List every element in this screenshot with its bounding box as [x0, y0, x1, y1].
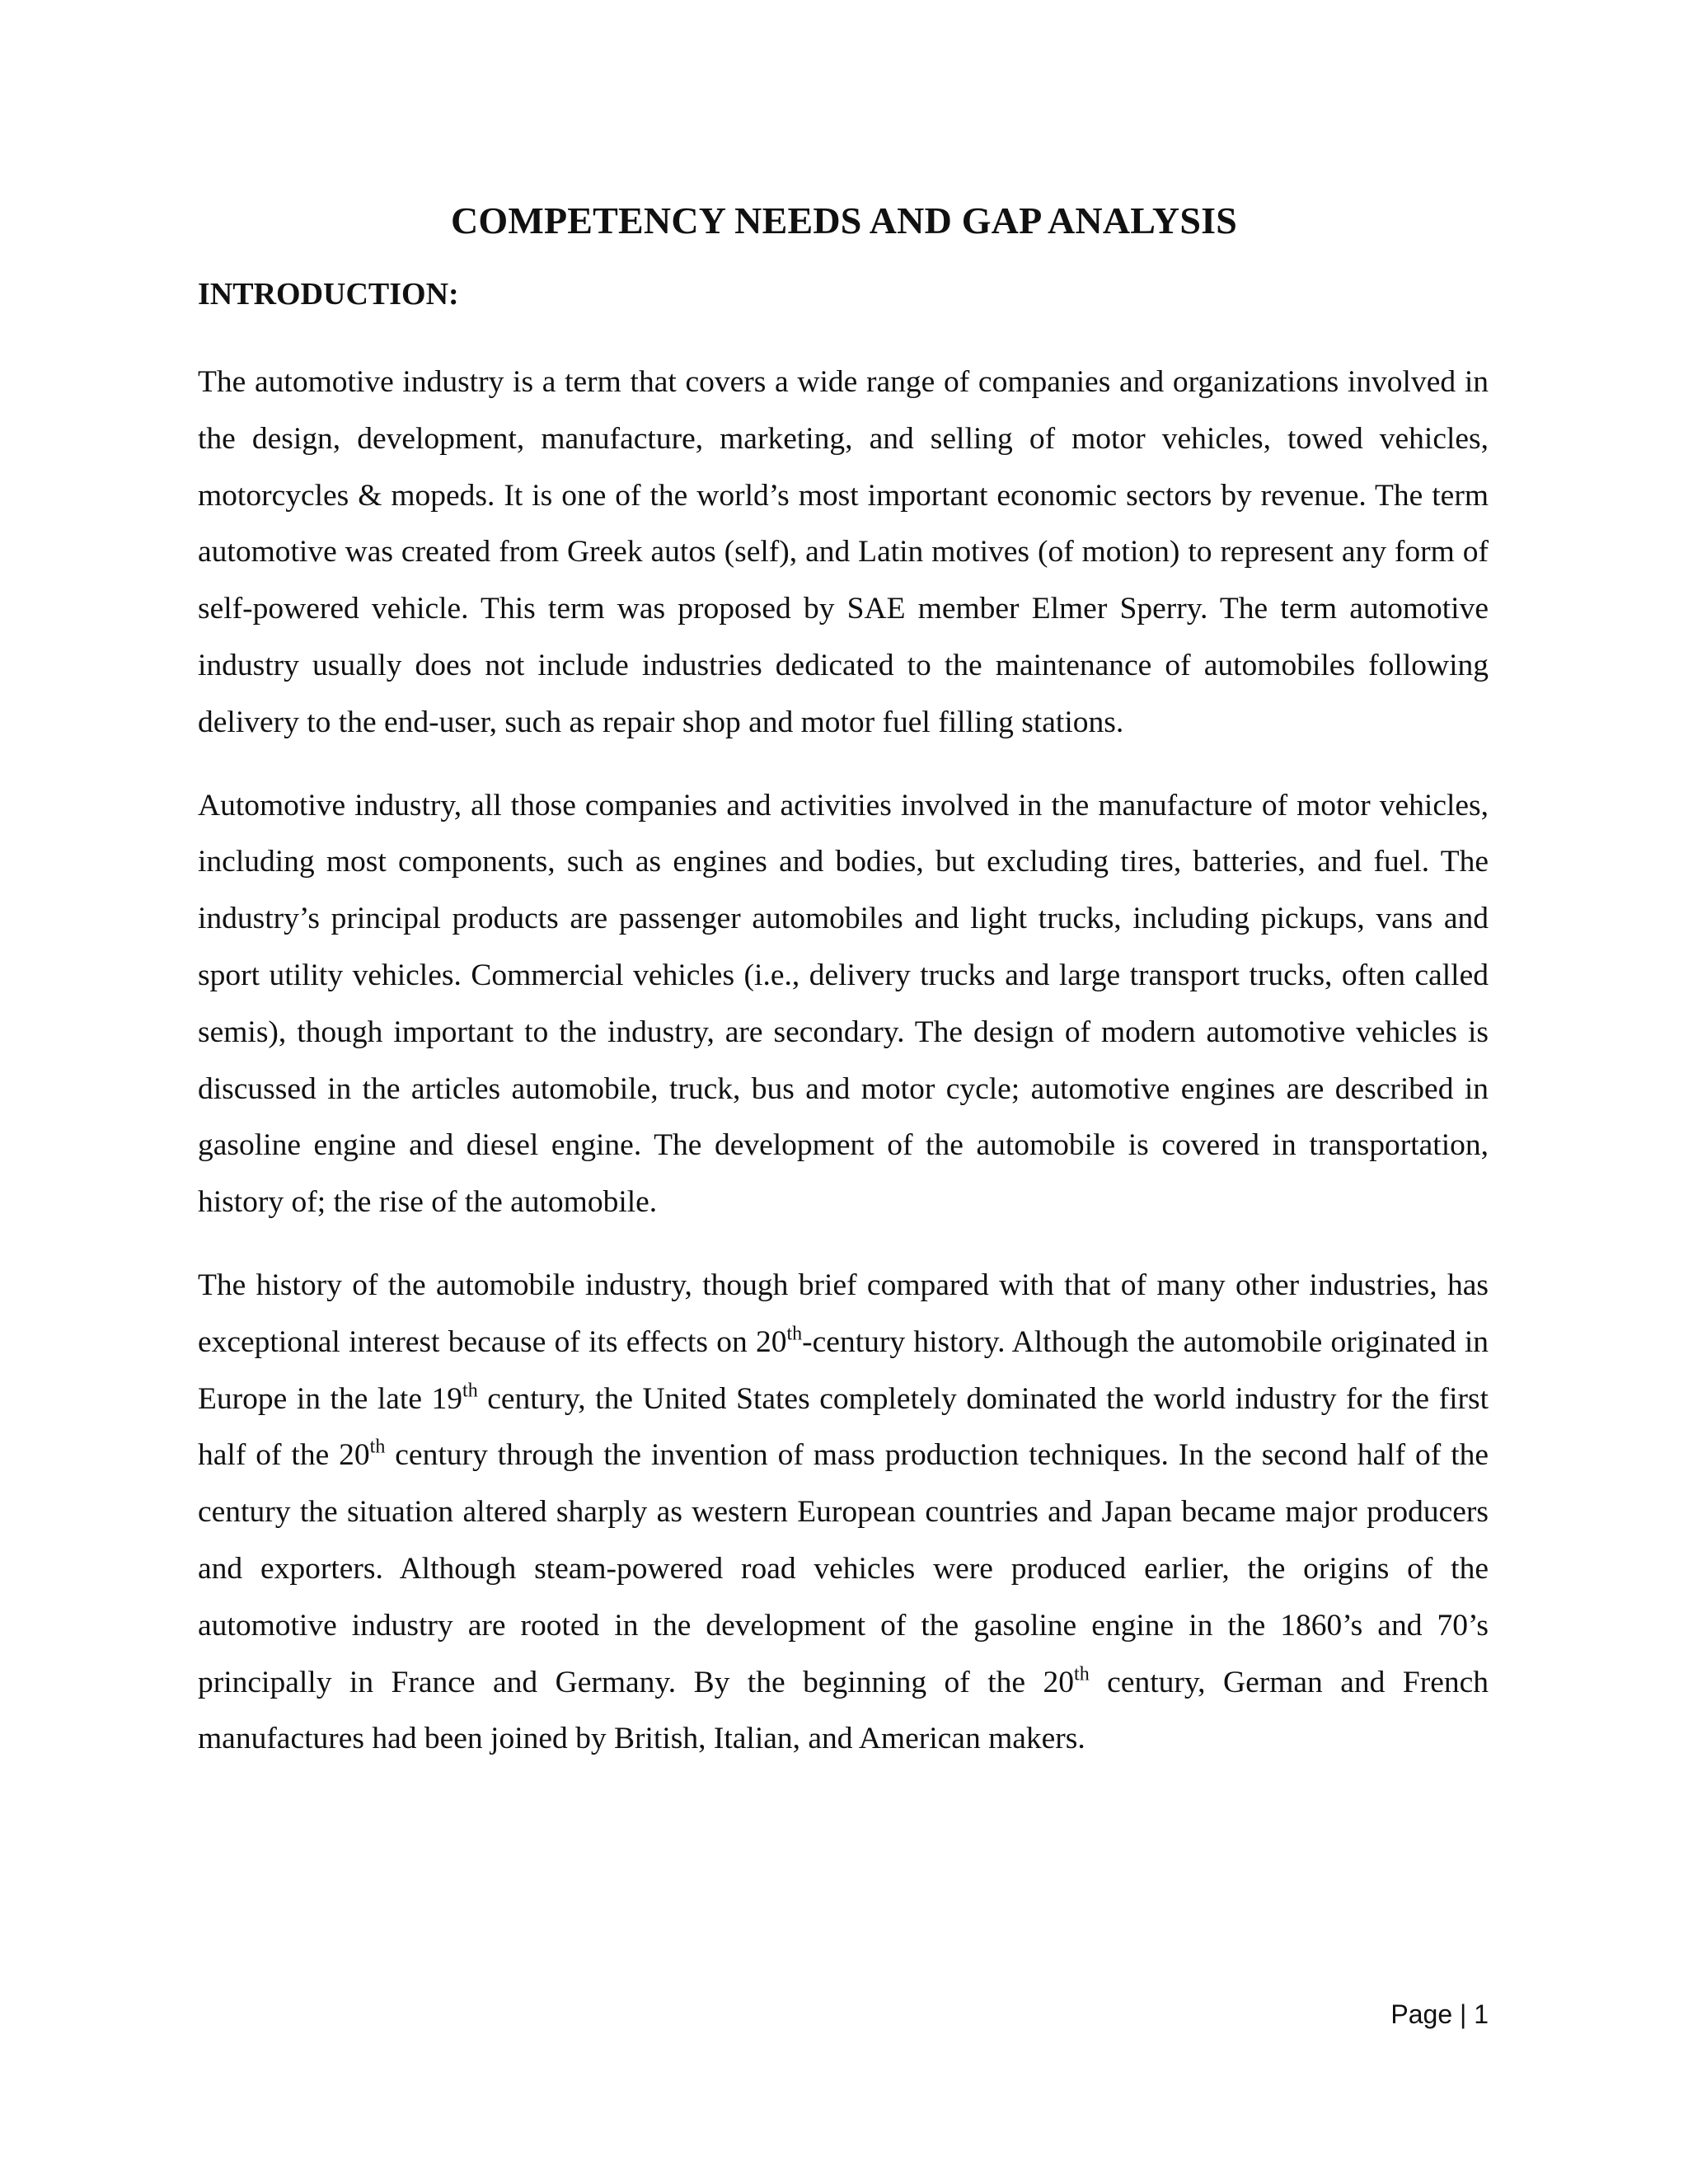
document-body [198, 354, 1489, 1794]
paragraph-1: The automotive industry is a term that covers a wide range of companies and organizations involved in the design, development, manufacture, marketing, and selling of motor vehicles, towed vehicles, motorcycles & mopeds. It is one of the world’s most important economic sectors by revenue. The term automotive was created from Greek autos (self), and Latin motives (of motion) to represent any form of self-powered vehicle. This term was proposed by SAE member Elmer Sperry. The term automotive industry usually does not include industries dedicated to the maintenance of automobiles following delivery to the end-user, such as repair shop and motor fuel filling stations. [198, 365, 1489, 739]
paragraph-3-text-2: -century history. Although the automobile originated in Europe in the late 19 [198, 1324, 1489, 1416]
paragraph-3-text-3: century, the United States completely dominated the world industry for the first half of the 20 [198, 1381, 1489, 1473]
superscript-th-2: th [462, 1380, 478, 1402]
superscript-th-4: th [1074, 1663, 1090, 1685]
superscript-th-3: th [369, 1436, 386, 1458]
page-number-footer: Page | 1 [1390, 1999, 1489, 2029]
superscript-th-1: th [786, 1323, 803, 1345]
paragraph-3-text-1: The history of the automobile industry, though brief compared with that of many other industries, has exceptional interest because of its effects on 20 [198, 1268, 1489, 1359]
paragraph-2: Automotive industry, all those companies and activities involved in the manufacture of motor vehicles, including most components, such as engines and bodies, but excluding tires, batteries, and fuel. The industry’s principal products are passenger automobiles and light trucks, including pickups, vans and sport utility vehicles. Commercial vehicles (i.e., delivery trucks and large transport trucks, often called semis), though important to the industry, are secondary. The design of modern automotive vehicles is discussed in the articles automobile, truck, bus and motor cycle; automotive engines are described in gasoline engine and diesel engine. The development of the automobile is covered in transportation, history of; the rise of the automobile. [198, 788, 1489, 1220]
paragraph-3-text-4: century through the invention of mass production techniques. In the second half of the century the situation altered sharply as western European countries and Japan became major producers and exporters. Although steam-powered road vehicles were produced earlier, the origins of the automotive industry are rooted in the development of the gasoline engine in the 1860’s and 70’s principally in France and Germany. By the beginning of the 20 [198, 1438, 1489, 1699]
paragraph-3-text-5: century, German and French manufactures had been joined by British, Italian, and American makers. [198, 1665, 1489, 1756]
paragraph-3 [198, 1258, 1489, 1768]
page-title: COMPETENCY NEEDS AND GAP ANALYSIS [450, 199, 1238, 241]
section-heading: INTRODUCTION: [198, 277, 459, 312]
